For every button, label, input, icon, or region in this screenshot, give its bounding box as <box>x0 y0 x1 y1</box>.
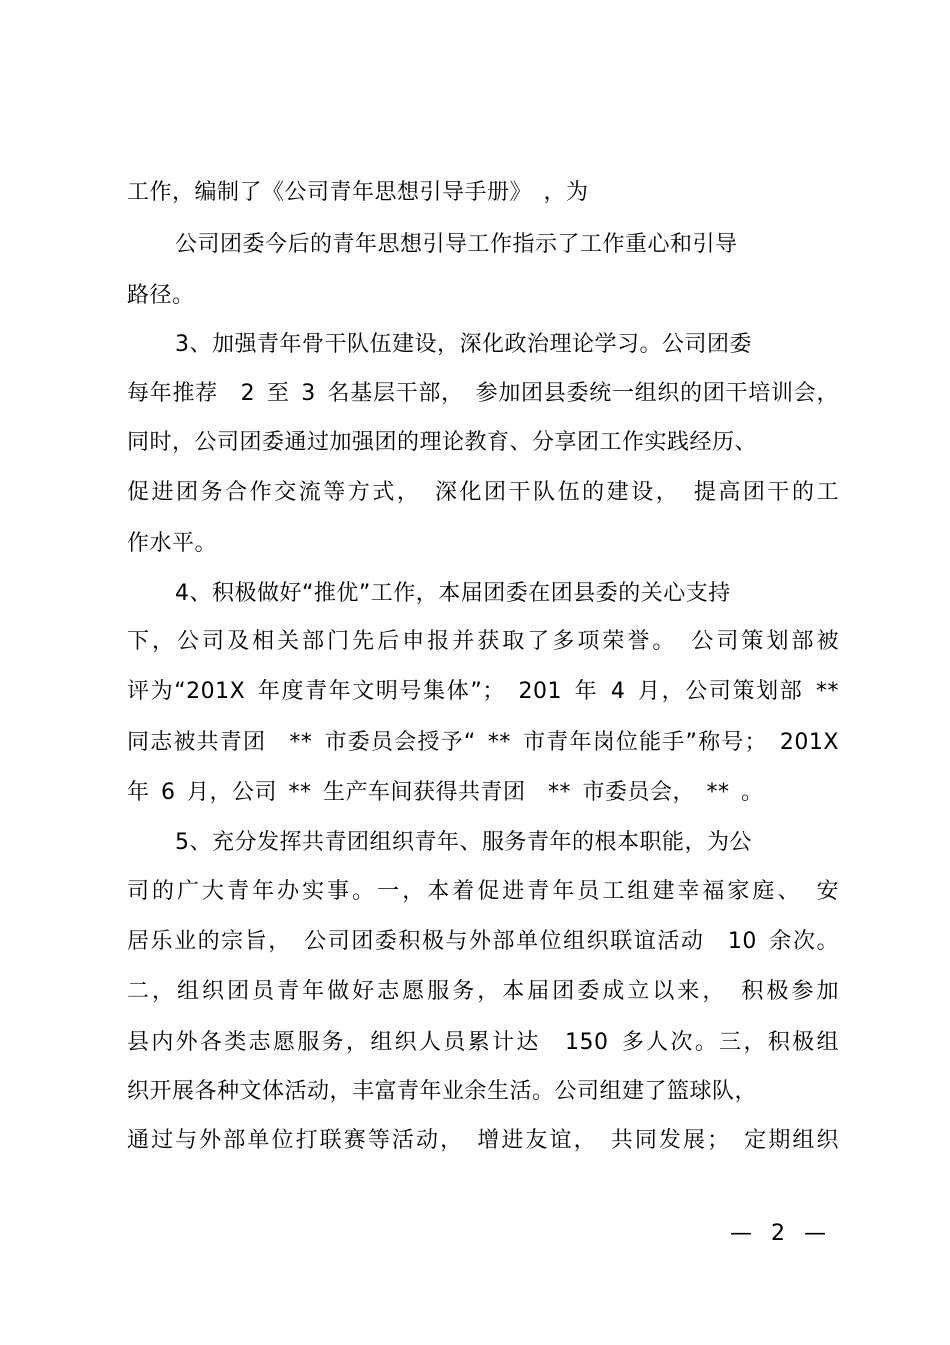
text-line-15: 司的广大青年办实事。一，本着促进青年员工组建幸福家庭、 安 <box>127 879 839 904</box>
text-line-2: 公司团委今后的青年思想引导工作指示了工作重心和引导 <box>175 232 738 257</box>
text-line-4: 3、加强青年骨干队伍建设，深化政治理论学习。公司团委 <box>175 332 752 357</box>
text-line-9: 4、积极做好“推优”工作，本届团委在团县委的关心支持 <box>175 581 731 606</box>
text-line-5: 每年推荐 2 至 3 名基层干部， 参加团县委统一组织的团干培训会， <box>127 381 839 406</box>
text-line-6: 同时，公司团委通过加强团的理论教育、分享团工作实践经历、 <box>127 430 758 455</box>
text-line-3: 路径。 <box>127 283 195 308</box>
text-line-12: 同志被共青团 ** 市委员会授予“ ** 市青年岗位能手”称号； 201X <box>127 730 839 755</box>
text-line-11: 评为“201X 年度青年文明号集体”； 201 年 4 月，公司策划部 ** <box>127 679 839 704</box>
text-line-10: 下，公司及相关部门先后申报并获取了多项荣誉。 公司策划部被 <box>127 629 839 654</box>
text-line-8: 作水平。 <box>127 531 218 556</box>
text-line-19: 织开展各种文体活动，丰富青年业余生活。公司组建了篮球队， <box>127 1079 758 1104</box>
text-line-1: 工作，编制了《公司青年思想引导手册》 ，为 <box>127 180 589 205</box>
text-line-20: 通过与外部单位打联赛等活动， 增进友谊， 共同发展； 定期组织 <box>127 1128 839 1153</box>
text-line-17: 二，组织团员青年做好志愿服务，本届团委成立以来， 积极参加 <box>127 979 839 1004</box>
page-number: — 2 — <box>730 1221 832 1246</box>
text-line-16: 居乐业的宗旨， 公司团委积极与外部单位组织联谊活动 10 余次。 <box>127 929 839 954</box>
text-line-18: 县内外各类志愿服务，组织人员累计达 150 多人次。三，积极组 <box>127 1030 839 1055</box>
text-line-13: 年 6 月，公司 ** 生产车间获得共青团 ** 市委员会， ** 。 <box>127 780 764 805</box>
text-line-7: 促进团务合作交流等方式， 深化团干队伍的建设， 提高团干的工 <box>127 480 839 505</box>
text-line-14: 5、充分发挥共青团组织青年、服务青年的根本职能，为公 <box>175 830 752 855</box>
